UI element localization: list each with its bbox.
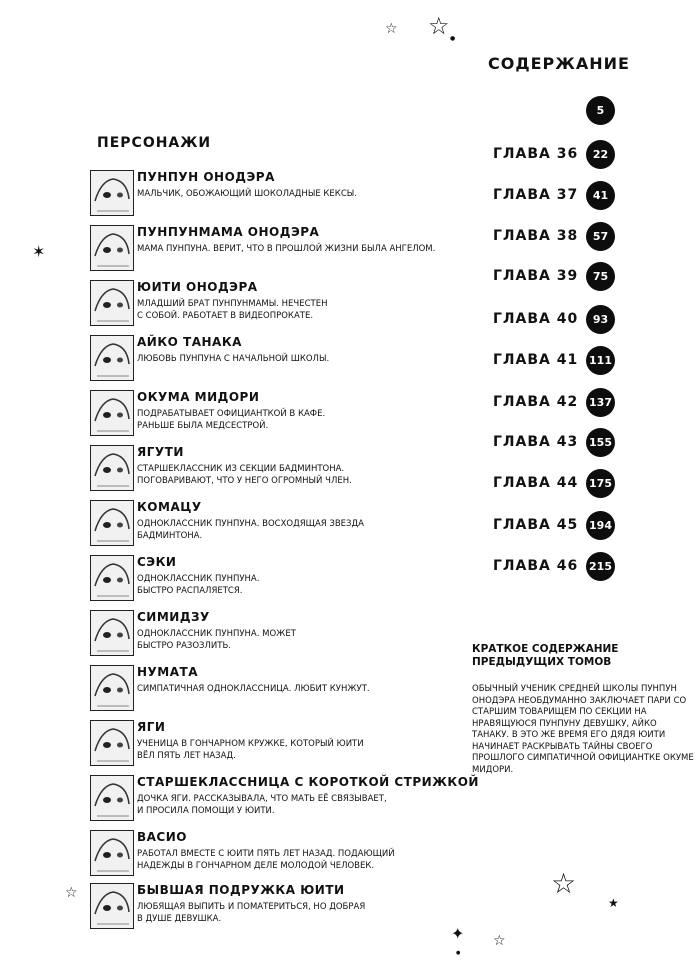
character-entry <box>90 280 450 332</box>
solid-star-icon: ● <box>456 950 461 956</box>
toc-row[interactable] <box>485 552 615 582</box>
character-name: СИМИДЗУ <box>137 610 210 624</box>
toc-page-badge: 175 <box>586 469 615 498</box>
character-name: НУМАТА <box>137 665 198 679</box>
character-description: ЛЮБЯЩАЯ ВЫПИТЬ И ПОМАТЕРИТЬСЯ, НО ДОБРАЯ В ДУШЕ ДЕВУШКА. <box>137 902 366 924</box>
character-description: СТАРШЕКЛАССНИК ИЗ СЕКЦИИ БАДМИНТОНА. ПОГОВАРИВАЮТ, ЧТО У НЕГО ОГРОМНЫЙ ЧЛЕН. <box>137 464 352 486</box>
character-description: МАМА ПУНПУНА. ВЕРИТ, ЧТО В ПРОШЛОЙ ЖИЗНИ БЫЛА АНГЕЛОМ. <box>137 244 436 254</box>
outline-star-icon: ☆ <box>65 885 78 901</box>
toc-page-badge: 93 <box>586 305 615 334</box>
character-name: ВАСИО <box>137 830 187 844</box>
character-description: ОДНОКЛАССНИК ПУНПУНА. ВОСХОДЯЩАЯ ЗВЕЗДА БАДМИНТОНА. <box>137 519 364 541</box>
character-description: ДОЧКА ЯГИ. РАССКАЗЫВАЛА, ЧТО МАТЬ ЕЁ СВЯЗЫВАЕТ, И ПРОСИЛА ПОМОЩИ У ЮИТИ. <box>137 794 387 816</box>
summary-text: ОБЫЧНЫЙ УЧЕНИК СРЕДНЕЙ ШКОЛЫ ПУНПУН ОНОДЭРА НЕОБДУМАННО ЗАКЛЮЧАЕТ ПАРИ СО СТАРШИМ ТОВАРИЩЕМ ПО СЕКЦИИ НА НРАВЯЩУЮСЯ ПУНПУНУ ДЕВУШКУ, АЙКО ТАНАКУ. В ЭТО ЖЕ ВРЕМЯ ЕГО ДЯДЯ ЮИТИ НАЧИНАЕТ РАСКРЫВАТЬ ТАЙНЫ СВОЕГО ПРОШЛОГО СИМПАТИЧНОЙ ОФИЦИАНТКЕ ОКУМЕ МИДОРИ. <box>472 684 694 775</box>
character-portrait <box>90 280 134 326</box>
character-entry <box>90 225 450 277</box>
toc-row-intro[interactable] <box>485 96 615 126</box>
character-entry <box>90 555 450 607</box>
character-name: БЫВШАЯ ПОДРУЖКА ЮИТИ <box>137 883 345 897</box>
character-entry <box>90 390 450 442</box>
character-entry <box>90 500 450 552</box>
character-entry <box>90 665 450 717</box>
toc-page-badge: 5 <box>586 96 615 125</box>
character-portrait <box>90 555 134 601</box>
character-entry <box>90 775 479 827</box>
solid-star-icon: ✶ <box>32 242 46 261</box>
character-entry <box>90 883 450 935</box>
toc-page-badge: 155 <box>586 428 615 457</box>
toc-chapter-label: ГЛАВА 37 <box>493 187 579 203</box>
solid-star-icon: ✦ <box>451 924 465 943</box>
character-portrait <box>90 445 134 491</box>
toc-page-badge: 215 <box>586 552 615 581</box>
character-portrait <box>90 610 134 656</box>
character-name: СТАРШЕКЛАССНИЦА С КОРОТКОЙ СТРИЖКОЙ <box>137 775 479 789</box>
character-name: ПУНПУНМАМА ОНОДЭРА <box>137 225 320 239</box>
character-description: МЛАДШИЙ БРАТ ПУНПУНМАМЫ. НЕЧЕСТЕН С СОБОЙ. РАБОТАЕТ В ВИДЕОПРОКАТЕ. <box>137 299 328 321</box>
character-description: ЛЮБОВЬ ПУНПУНА С НАЧАЛЬНОЙ ШКОЛЫ. <box>137 354 330 364</box>
outline-star-icon: ☆ <box>428 12 450 40</box>
character-entry <box>90 335 450 387</box>
toc-chapter-label: ГЛАВА 46 <box>493 558 579 574</box>
character-name: ЯГИ <box>137 720 166 734</box>
character-description: УЧЕНИЦА В ГОНЧАРНОМ КРУЖКЕ, КОТОРЫЙ ЮИТИ ВЁЛ ПЯТЬ ЛЕТ НАЗАД. <box>137 739 364 761</box>
toc-row[interactable] <box>485 140 615 170</box>
toc-row[interactable] <box>485 181 615 211</box>
toc-row[interactable] <box>485 511 615 541</box>
character-portrait <box>90 775 134 821</box>
toc-chapter-label: ГЛАВА 43 <box>493 434 579 450</box>
toc-chapter-label: ГЛАВА 41 <box>493 352 579 368</box>
character-name: ОКУМА МИДОРИ <box>137 390 260 404</box>
toc-chapter-label: ГЛАВА 40 <box>493 311 579 327</box>
character-name: АЙКО ТАНАКА <box>137 335 242 349</box>
character-portrait <box>90 830 134 876</box>
toc-chapter-label: ГЛАВА 36 <box>493 146 579 162</box>
character-description: МАЛЬЧИК, ОБОЖАЮЩИЙ ШОКОЛАДНЫЕ КЕКСЫ. <box>137 189 357 199</box>
toc-page-badge: 111 <box>586 346 615 375</box>
character-name: СЭКИ <box>137 555 177 569</box>
character-name: ЯГУТИ <box>137 445 184 459</box>
character-portrait <box>90 500 134 546</box>
toc-row[interactable] <box>485 388 615 418</box>
character-portrait <box>90 390 134 436</box>
character-name: ЮИТИ ОНОДЭРА <box>137 280 258 294</box>
character-portrait <box>90 225 134 271</box>
character-description: РАБОТАЛ ВМЕСТЕ С ЮИТИ ПЯТЬ ЛЕТ НАЗАД. ПОДАЮЩИЙ НАДЕЖДЫ В ГОНЧАРНОМ ДЕЛЕ МОЛОДОЙ ЧЕЛОВЕК. <box>137 849 395 871</box>
character-portrait <box>90 665 134 711</box>
character-entry <box>90 610 450 662</box>
toc-chapter-label: ГЛАВА 44 <box>493 475 579 491</box>
solid-star-icon: ★ <box>608 896 619 910</box>
toc-page-badge: 75 <box>586 262 615 291</box>
character-entry <box>90 720 450 772</box>
summary-title: КРАТКОЕ СОДЕРЖАНИЕ ПРЕДЫДУЩИХ ТОМОВ <box>472 643 619 668</box>
character-entry <box>90 170 450 222</box>
character-name: КОМАЦУ <box>137 500 202 514</box>
toc-page-badge: 194 <box>586 511 615 540</box>
toc-row[interactable] <box>485 262 615 292</box>
toc-chapter-label: ГЛАВА 39 <box>493 268 579 284</box>
toc-chapter-label: ГЛАВА 38 <box>493 228 579 244</box>
character-description: ОДНОКЛАССНИК ПУНПУНА. МОЖЕТ БЫСТРО РАЗОЗЛИТЬ. <box>137 629 296 651</box>
toc-row[interactable] <box>485 469 615 499</box>
character-description: ОДНОКЛАССНИК ПУНПУНА. БЫСТРО РАСПАЛЯЕТСЯ. <box>137 574 260 596</box>
toc-page-badge: 57 <box>586 222 615 251</box>
toc-row[interactable] <box>485 305 615 335</box>
toc-page-badge: 137 <box>586 388 615 417</box>
character-portrait <box>90 335 134 381</box>
outline-star-icon: ☆ <box>493 933 506 949</box>
toc-page-badge: 22 <box>586 140 615 169</box>
character-portrait <box>90 883 134 929</box>
toc-page-badge: 41 <box>586 181 615 210</box>
character-portrait <box>90 170 134 216</box>
toc-chapter-label: ГЛАВА 45 <box>493 517 579 533</box>
toc-row[interactable] <box>485 346 615 376</box>
outline-star-icon: ☆ <box>551 867 577 900</box>
character-entry <box>90 830 450 882</box>
characters-title: ПЕРСОНАЖИ <box>97 135 212 151</box>
character-name: ПУНПУН ОНОДЭРА <box>137 170 275 184</box>
toc-row[interactable] <box>485 428 615 458</box>
toc-chapter-label: ГЛАВА 42 <box>493 394 579 410</box>
character-description: ПОДРАБАТЫВАЕТ ОФИЦИАНТКОЙ В КАФЕ. РАНЬШЕ БЫЛА МЕДСЕСТРОЙ. <box>137 409 326 431</box>
toc-title: СОДЕРЖАНИЕ <box>488 54 630 73</box>
outline-star-icon: ☆ <box>385 21 398 37</box>
toc-row[interactable] <box>485 222 615 252</box>
character-entry <box>90 445 450 497</box>
character-description: СИМПАТИЧНАЯ ОДНОКЛАССНИЦА. ЛЮБИТ КУНЖУТ. <box>137 684 370 694</box>
solid-star-icon: ● <box>450 35 456 42</box>
character-portrait <box>90 720 134 766</box>
